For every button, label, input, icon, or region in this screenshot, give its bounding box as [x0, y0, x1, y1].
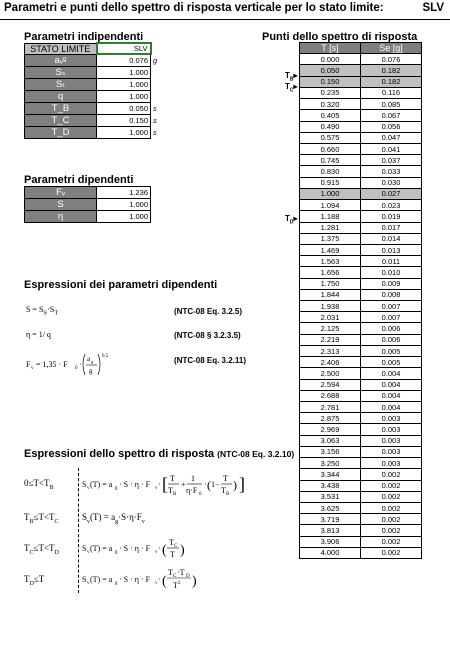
limit-state-label: SLV — [422, 2, 444, 14]
indep-param-row — [25, 54, 163, 66]
cond-2: $T_B\le T<T_C$ — [24, 512, 59, 525]
period-cell: 0.660 — [300, 143, 361, 154]
svg-text:T: T — [221, 486, 226, 495]
svg-text:T: T — [168, 486, 173, 495]
svg-text:·T: ·T — [177, 568, 185, 577]
table-row — [300, 233, 422, 244]
period-cell: 1.563 — [300, 256, 361, 267]
cond-3: $T_C\le T<T_D$ — [24, 543, 59, 556]
table-row — [300, 200, 422, 211]
svg-text:1: 1 — [191, 474, 195, 483]
table-row — [300, 65, 422, 76]
svg-text:0: 0 — [75, 366, 78, 371]
svg-text:S: S — [82, 575, 87, 584]
period-cell: 2.031 — [300, 312, 361, 323]
acceleration-cell: 0.067 — [361, 110, 422, 121]
param-unit: s — [153, 115, 157, 125]
svg-text:T: T — [168, 568, 173, 577]
svg-text:a: a — [87, 355, 91, 363]
param-label: aᵥᵍ — [25, 54, 97, 66]
acceleration-cell: 0.013 — [361, 244, 422, 255]
spectrum-formula-2: $S_v(T) = a_g\cdot S\cdot\eta\cdot F_v$ — [82, 512, 145, 525]
acceleration-cell: 0.004 — [361, 390, 422, 401]
indep-param-row — [25, 43, 163, 54]
svg-text:·: · — [158, 480, 161, 489]
expression-separator — [78, 468, 79, 593]
svg-text:+: + — [181, 480, 186, 489]
period-cell: 2.875 — [300, 413, 361, 424]
param-unit — [151, 66, 163, 78]
svg-text:(T) = a: (T) = a — [90, 480, 113, 489]
period-cell: 3.063 — [300, 435, 361, 446]
acceleration-cell: 0.014 — [361, 233, 422, 244]
acceleration-cell: 0.002 — [361, 525, 422, 536]
period-cell: 1.281 — [300, 222, 361, 233]
svg-text:): ) — [233, 478, 237, 492]
period-cell: 2.219 — [300, 334, 361, 345]
svg-text:D: D — [186, 574, 190, 579]
indep-params-table — [24, 42, 163, 139]
table-row — [300, 177, 422, 188]
acceleration-cell: 0.023 — [361, 200, 422, 211]
table-row — [300, 211, 422, 222]
param-value: 1.000 — [97, 126, 151, 138]
spectrum-points-table — [299, 42, 422, 559]
svg-text:g: g — [91, 359, 94, 364]
acceleration-cell: 0.037 — [361, 155, 422, 166]
acceleration-cell: 0.085 — [361, 99, 422, 110]
column-header: Se [g] — [361, 43, 422, 54]
column-header: T [s] — [300, 43, 361, 54]
table-row — [300, 491, 422, 502]
acceleration-cell: 0.004 — [361, 368, 422, 379]
param-label: STATO LIMITE — [25, 43, 97, 54]
svg-text:v: v — [155, 486, 158, 491]
acceleration-cell: 0.005 — [361, 345, 422, 356]
svg-text:(: ( — [162, 574, 167, 589]
svg-text:= 1,35 · F: = 1,35 · F — [36, 360, 68, 369]
period-cell: 2.500 — [300, 368, 361, 379]
svg-text:g: g — [115, 486, 118, 491]
table-row — [300, 480, 422, 491]
formula-fv-ref: (NTC-08 Eq. 3.2.11) — [174, 356, 247, 365]
acceleration-cell: 0.006 — [361, 323, 422, 334]
table-row — [300, 334, 422, 345]
param-value: 1.000 — [97, 90, 151, 102]
acceleration-cell: 0.076 — [361, 54, 422, 65]
acceleration-cell: 0.002 — [361, 536, 422, 547]
svg-text:v: v — [87, 581, 90, 586]
svg-text:(T) = a: (T) = a — [90, 544, 113, 553]
indep-param-row — [25, 78, 163, 90]
indep-params-title: Parametri indipendenti — [24, 31, 144, 43]
svg-text:B: B — [173, 492, 177, 497]
table-row — [300, 54, 422, 65]
table-row — [300, 110, 422, 121]
table-row — [300, 289, 422, 300]
period-cell: 1.188 — [300, 211, 361, 222]
acceleration-cell: 0.002 — [361, 547, 422, 558]
svg-text:g: g — [115, 550, 118, 555]
acceleration-cell: 0.041 — [361, 143, 422, 154]
svg-text:· S · η · F: · S · η · F — [119, 480, 151, 489]
svg-text:g: g — [89, 367, 93, 375]
spectrum-header-row — [300, 43, 422, 54]
period-cell: 0.490 — [300, 121, 361, 132]
svg-text:v: v — [87, 486, 90, 491]
svg-text:2: 2 — [178, 581, 181, 586]
marker-tb: $T_B▸$ — [285, 71, 298, 83]
acceleration-cell: 0.182 — [361, 65, 422, 76]
svg-text:S: S — [82, 544, 87, 553]
param-label: q — [25, 90, 97, 102]
table-row — [300, 222, 422, 233]
param-value: 0.076 — [97, 54, 151, 66]
svg-text:v: v — [31, 366, 34, 371]
formula-eta: η = 1/ q — [26, 330, 51, 339]
svg-text:C: C — [174, 544, 178, 549]
acceleration-cell: 0.004 — [361, 379, 422, 390]
formula-fv-graphic — [26, 349, 166, 379]
formula-s-ref: (NTC-08 Eq. 3.2.5) — [174, 307, 243, 316]
svg-text:·: · — [204, 480, 207, 489]
svg-text:1−: 1− — [211, 480, 220, 489]
param-value: 1.000 — [97, 211, 151, 223]
param-unit: s — [153, 127, 157, 137]
period-cell: 4.000 — [300, 547, 361, 558]
svg-text:[: [ — [162, 474, 168, 494]
table-row — [300, 312, 422, 323]
table-row — [300, 379, 422, 390]
formula-eta-ref: (NTC-08 § 3.2.3.5) — [174, 331, 241, 340]
svg-text:v: v — [87, 550, 90, 555]
param-unit — [151, 78, 163, 90]
acceleration-cell: 0.003 — [361, 435, 422, 446]
period-cell: 2.781 — [300, 402, 361, 413]
param-unit — [151, 43, 163, 54]
acceleration-cell: 0.056 — [361, 121, 422, 132]
acceleration-cell: 0.006 — [361, 334, 422, 345]
period-cell: 3.531 — [300, 491, 361, 502]
acceleration-cell: 0.003 — [361, 413, 422, 424]
marker-td: $T_D▸$ — [285, 214, 298, 226]
period-cell: 0.575 — [300, 132, 361, 143]
period-cell: 0.320 — [300, 99, 361, 110]
svg-text:T: T — [169, 538, 174, 547]
indep-param-row — [25, 126, 163, 138]
indep-param-row — [25, 66, 163, 78]
acceleration-cell: 0.002 — [361, 491, 422, 502]
svg-text:T: T — [170, 474, 175, 483]
spectrum-expressions-title — [24, 448, 294, 460]
param-label: T_D — [25, 126, 97, 138]
table-row — [300, 402, 422, 413]
table-row — [300, 121, 422, 132]
period-cell: 3.906 — [300, 536, 361, 547]
table-row — [300, 413, 422, 424]
table-row — [300, 424, 422, 435]
table-row — [300, 301, 422, 312]
svg-text:·: · — [158, 575, 161, 584]
dep-expressions-title: Espressioni dei parametri dipendenti — [24, 279, 218, 291]
period-cell: 1.750 — [300, 278, 361, 289]
svg-text:0: 0 — [199, 492, 202, 497]
period-cell: 3.344 — [300, 469, 361, 480]
acceleration-cell: 0.002 — [361, 469, 422, 480]
period-cell: 2.594 — [300, 379, 361, 390]
period-cell: 2.313 — [300, 345, 361, 356]
svg-text:T: T — [223, 474, 228, 483]
period-cell: 3.625 — [300, 502, 361, 513]
acceleration-cell: 0.004 — [361, 402, 422, 413]
table-row — [300, 143, 422, 154]
dep-param-row — [25, 187, 151, 199]
svg-text:· S · η · F: · S · η · F — [119, 544, 151, 553]
table-row — [300, 458, 422, 469]
cond-1: $0\le T<T_B$ — [24, 478, 54, 491]
table-row — [300, 132, 422, 143]
table-row — [300, 368, 422, 379]
spectrum-expressions-ref: (NTC-08 Eq. 3.2.10) — [217, 449, 295, 459]
period-cell: 0.915 — [300, 177, 361, 188]
indep-param-row — [25, 90, 163, 102]
page-header — [0, 0, 450, 20]
acceleration-cell: 0.017 — [361, 222, 422, 233]
acceleration-cell: 0.033 — [361, 166, 422, 177]
period-cell: 3.250 — [300, 458, 361, 469]
table-row — [300, 502, 422, 513]
svg-text:0,5: 0,5 — [102, 354, 109, 359]
period-cell: 0.745 — [300, 155, 361, 166]
table-row — [300, 446, 422, 457]
param-label: Sₜ — [25, 78, 97, 90]
period-cell: 1.000 — [300, 188, 361, 199]
acceleration-cell: 0.182 — [361, 76, 422, 87]
table-row — [300, 525, 422, 536]
table-row — [300, 76, 422, 87]
spectrum-formula-4-graphic — [82, 563, 222, 595]
param-label: η — [25, 211, 97, 223]
param-label: Fᵥ — [25, 187, 97, 199]
limit-state-select[interactable]: SLV — [97, 43, 151, 54]
period-cell: 0.830 — [300, 166, 361, 177]
param-value: 1.000 — [97, 78, 151, 90]
acceleration-cell: 0.002 — [361, 480, 422, 491]
acceleration-cell: 0.003 — [361, 424, 422, 435]
acceleration-cell: 0.003 — [361, 446, 422, 457]
page-title: Parametri e punti dello spettro di risposta verticale per lo stato limite: — [4, 2, 384, 14]
svg-text:]: ] — [239, 474, 245, 494]
formula-fv — [26, 349, 166, 381]
param-label: T_C — [25, 114, 97, 126]
acceleration-cell: 0.027 — [361, 188, 422, 199]
period-cell: 3.719 — [300, 514, 361, 525]
svg-text:g: g — [115, 581, 118, 586]
formula-s: $S = S_S\cdot S_T$ — [26, 305, 59, 317]
spectrum-formula-3-graphic — [82, 533, 212, 563]
table-row — [300, 267, 422, 278]
acceleration-cell: 0.007 — [361, 312, 422, 323]
table-row — [300, 87, 422, 98]
table-row — [300, 514, 422, 525]
period-cell: 1.375 — [300, 233, 361, 244]
period-cell: 2.125 — [300, 323, 361, 334]
table-row — [300, 278, 422, 289]
period-cell: 0.000 — [300, 54, 361, 65]
svg-text:T: T — [170, 550, 175, 559]
param-value: 1.236 — [97, 187, 151, 199]
param-value: 0.050 — [97, 102, 151, 114]
svg-text:v: v — [155, 581, 158, 586]
acceleration-cell: 0.030 — [361, 177, 422, 188]
period-cell: 2.406 — [300, 357, 361, 368]
acceleration-cell: 0.005 — [361, 357, 422, 368]
acceleration-cell: 0.003 — [361, 458, 422, 469]
acceleration-cell: 0.007 — [361, 301, 422, 312]
table-row — [300, 256, 422, 267]
indep-param-row — [25, 102, 163, 114]
period-cell: 3.813 — [300, 525, 361, 536]
svg-text:·: · — [158, 544, 161, 553]
svg-text:η·F: η·F — [186, 486, 198, 495]
table-row — [300, 435, 422, 446]
period-cell: 1.844 — [300, 289, 361, 300]
period-cell: 0.050 — [300, 65, 361, 76]
period-cell: 2.688 — [300, 390, 361, 401]
spectrum-formula-4 — [82, 563, 222, 600]
acceleration-cell: 0.002 — [361, 514, 422, 525]
period-cell: 0.150 — [300, 76, 361, 87]
period-cell: 3.156 — [300, 446, 361, 457]
acceleration-cell: 0.002 — [361, 502, 422, 513]
table-row — [300, 357, 422, 368]
param-unit — [151, 90, 163, 102]
svg-text:(T) = a: (T) = a — [90, 575, 113, 584]
acceleration-cell: 0.019 — [361, 211, 422, 222]
table-row — [300, 323, 422, 334]
svg-text:C: C — [173, 574, 177, 579]
table-row — [300, 99, 422, 110]
dep-params-title: Parametri dipendenti — [24, 174, 134, 186]
table-row — [300, 188, 422, 199]
marker-tc: $T_C▸$ — [285, 82, 298, 94]
spectrum-points-title: Punti dello spettro di risposta — [262, 31, 418, 43]
acceleration-cell: 0.009 — [361, 278, 422, 289]
period-cell: 1.938 — [300, 301, 361, 312]
svg-text:): ) — [180, 543, 185, 558]
period-cell: 1.469 — [300, 244, 361, 255]
period-cell: 3.438 — [300, 480, 361, 491]
acceleration-cell: 0.011 — [361, 256, 422, 267]
svg-text:(: ( — [207, 478, 211, 492]
table-row — [300, 166, 422, 177]
dep-param-row — [25, 199, 151, 211]
spectrum-expressions-title-text: Espressioni dello spettro di risposta — [24, 448, 215, 460]
acceleration-cell: 0.116 — [361, 87, 422, 98]
table-row — [300, 345, 422, 356]
svg-text:F: F — [26, 360, 31, 369]
param-label: Sₛ — [25, 66, 97, 78]
table-row — [300, 244, 422, 255]
svg-text:): ) — [192, 574, 197, 589]
svg-text:(: ( — [162, 543, 167, 558]
table-row — [300, 155, 422, 166]
period-cell: 0.235 — [300, 87, 361, 98]
period-cell: 1.094 — [300, 200, 361, 211]
param-value: 0.150 — [97, 114, 151, 126]
param-unit: s — [153, 103, 157, 113]
param-label: T_B — [25, 102, 97, 114]
acceleration-cell: 0.008 — [361, 289, 422, 300]
param-value: 1.000 — [97, 66, 151, 78]
dep-params-table — [24, 186, 151, 223]
cond-4: $T_D\le T$ — [24, 574, 45, 587]
param-value: 1.000 — [97, 199, 151, 211]
period-cell: 0.405 — [300, 110, 361, 121]
period-cell: 1.656 — [300, 267, 361, 278]
period-cell: 2.969 — [300, 424, 361, 435]
table-row — [300, 547, 422, 558]
acceleration-cell: 0.047 — [361, 132, 422, 143]
table-row — [300, 469, 422, 480]
table-row — [300, 536, 422, 547]
svg-text:S: S — [82, 480, 87, 489]
table-row — [300, 390, 422, 401]
spectrum-formula-1 — [82, 467, 247, 506]
svg-text:v: v — [155, 550, 158, 555]
param-label: S — [25, 199, 97, 211]
svg-text:·: · — [79, 360, 82, 369]
indep-param-row — [25, 114, 163, 126]
dep-param-row — [25, 211, 151, 223]
svg-text:T: T — [173, 581, 178, 590]
spectrum-formula-1-graphic — [82, 467, 247, 501]
acceleration-cell: 0.010 — [361, 267, 422, 278]
param-unit: g — [153, 55, 158, 65]
svg-text:B: B — [226, 492, 230, 497]
svg-text:· S · η · F: · S · η · F — [119, 575, 151, 584]
